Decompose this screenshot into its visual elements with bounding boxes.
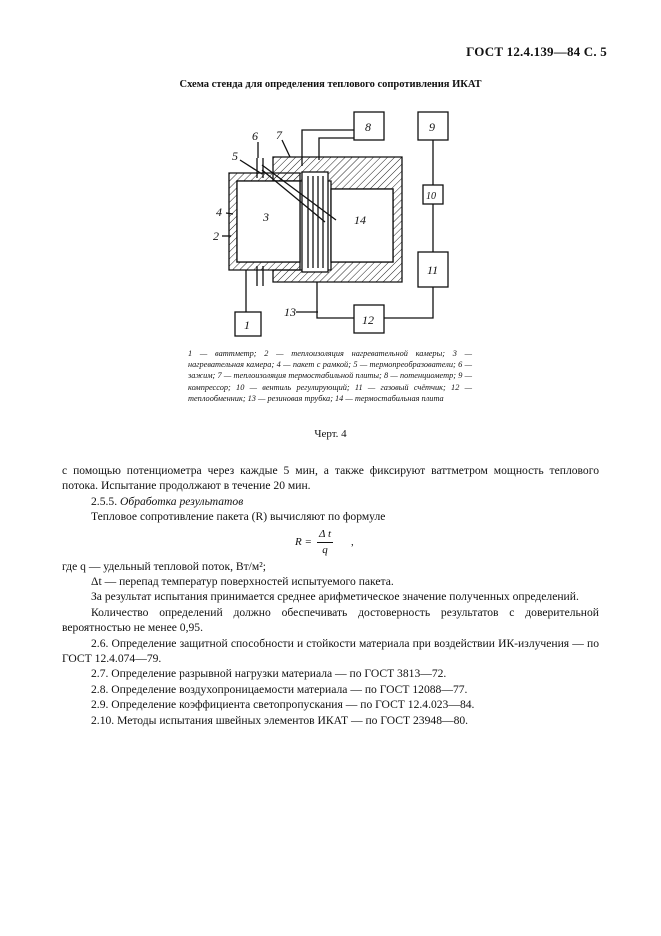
paragraph: Тепловое сопротивление пакета (R) вычисляют по формуле [91, 510, 386, 524]
label-14: 14 [354, 213, 366, 227]
label-11: 11 [427, 263, 439, 277]
formula: R = Δ t q , [295, 527, 354, 557]
label-4: 4 [216, 205, 222, 219]
paragraph: 2.9. Определение коэффициента светопропускания — по ГОСТ 12.4.023—84. [91, 698, 475, 712]
figure-title: Схема стенда для определения теплового сопротивления ИКАТ [179, 79, 482, 90]
label-12: 12 [362, 313, 374, 327]
page-header: ГОСТ 12.4.139—84 С. 5 [466, 44, 607, 59]
paragraph: Количество определений должно обеспечивать достоверность результатов с доверительной вероятностью не менее 0,95. [62, 605, 599, 635]
body-text [62, 463, 599, 728]
paragraph: где q — удельный тепловой поток, Вт/м²; [62, 559, 266, 573]
label-10: 10 [426, 191, 436, 202]
paragraph: За результат испытания принимается среднее арифметическое значение полученных определений. [91, 590, 579, 604]
paragraph: Δt — перепад температур поверхностей испытуемого пакета. [91, 575, 394, 589]
label-5: 5 [232, 149, 238, 163]
figure-number: Черт. 4 [314, 428, 347, 440]
label-9: 9 [429, 120, 435, 134]
label-13: 13 [284, 305, 296, 319]
paragraph: с помощью потенциометра через каждые 5 мин, а также фиксируют ваттметром мощность теплового потока. Испытание продолжают в течение 20 мин. [62, 464, 599, 493]
paragraph: 2.10. Методы испытания швейных элементов ИКАТ — по ГОСТ 23948—80. [91, 713, 469, 727]
label-8: 8 [365, 120, 371, 134]
label-6: 6 [252, 129, 258, 143]
paragraph: 2.7. Определение разрывной нагрузки материала — по ГОСТ 3813—72. [91, 667, 447, 681]
section-heading: 2.5.5. Обработка результатов [91, 494, 244, 508]
label-7: 7 [276, 128, 282, 142]
test-stand-diagram [0, 0, 661, 345]
paragraph: 2.8. Определение воздухопроницаемости материала — по ГОСТ 12088—77. [91, 682, 468, 696]
label-3: 3 [263, 210, 269, 224]
label-1: 1 [244, 318, 250, 332]
figure-legend: 1 — ваттметр; 2 — теплоизоляция нагревательной камеры; 3 — нагревательная камера; 4 — пакет с рамкой; 5 — термопреобразователи; 6 — зажим; 7 — теплоизоляция термостабильной плиты; 8 — потенциометр; 9 — компрессор; 10 — вентиль регулирующий; 11 — газовый счётчик; 12 — теплообменник; 13 — резиновая трубка; 14 — термостабильная плита [188, 349, 472, 403]
label-2: 2 [213, 229, 219, 243]
paragraph: 2.6. Определение защитной способности и стойкости материала при воздействии ИК-излучения — по ГОСТ 12.4.074—79. [62, 636, 599, 666]
